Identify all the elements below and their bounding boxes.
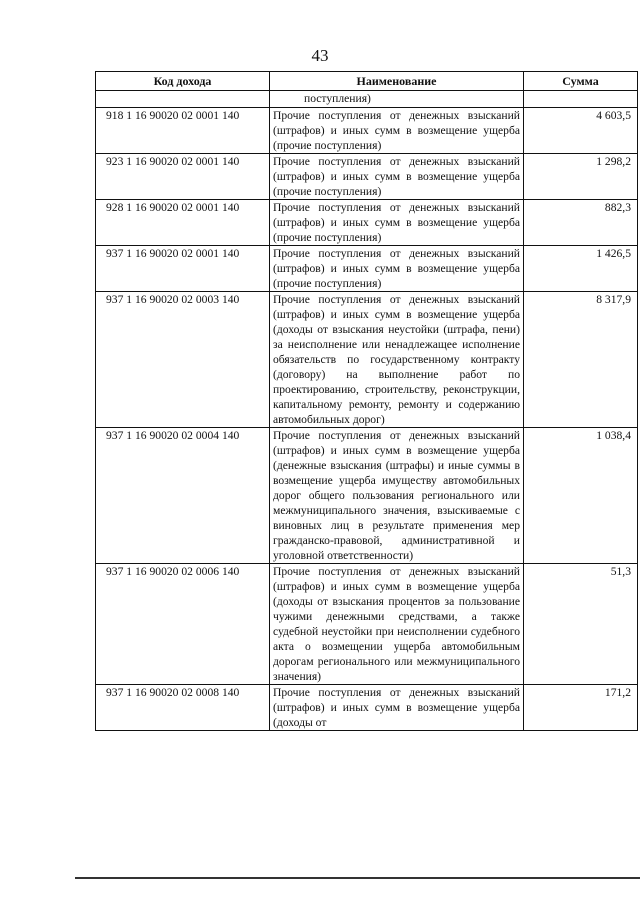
header-code: Код дохода [96,72,270,91]
cell-sum [524,91,638,108]
table-row [96,292,638,428]
table-header-row [96,72,638,91]
cell-code: 937 1 16 90020 02 0003 140 [96,292,270,428]
cell-sum: 4 603,5 [524,108,638,154]
cell-name: поступления) [270,91,524,108]
table-row [96,685,638,731]
cell-name: Прочие поступления от денежных взысканий (штрафов) и иных сумм в возмещение ущерба (доходы от взыскания неустойки (штрафа, пени) за неисполнение или ненадлежащее исполнение обязательств по государственному контракту (договору) на выполнение работ по проектированию, строительству, реконструкции, капитальному ремонту, ремонту и содержанию автомобильных дорог) [270,292,524,428]
cell-code [96,91,270,108]
cell-code: 928 1 16 90020 02 0001 140 [96,200,270,246]
header-sum: Сумма [524,72,638,91]
table-row [96,154,638,200]
cell-code: 937 1 16 90020 02 0006 140 [96,564,270,685]
cell-sum: 882,3 [524,200,638,246]
cell-sum: 51,3 [524,564,638,685]
table-row [96,428,638,564]
cell-name: Прочие поступления от денежных взысканий (штрафов) и иных сумм в возмещение ущерба (доходы от [270,685,524,731]
cell-sum: 1 038,4 [524,428,638,564]
bottom-rule [75,877,640,879]
cell-name: Прочие поступления от денежных взысканий (штрафов) и иных сумм в возмещение ущерба (прочие поступления) [270,108,524,154]
cell-code: 937 1 16 90020 02 0008 140 [96,685,270,731]
cell-sum: 1 426,5 [524,246,638,292]
cell-name: Прочие поступления от денежных взысканий (штрафов) и иных сумм в возмещение ущерба (прочие поступления) [270,200,524,246]
table-row [96,564,638,685]
table-row [96,200,638,246]
revenue-table [95,71,638,731]
table-row [96,246,638,292]
cell-name: Прочие поступления от денежных взысканий (штрафов) и иных сумм в возмещение ущерба (доходы от взыскания процентов за пользование чужими денежными средствами, а также судебной неустойки при неисполнении судебного акта о возмещении ущерба автомобильным дорогам регионального или межмуниципального значения) [270,564,524,685]
cell-code: 918 1 16 90020 02 0001 140 [96,108,270,154]
cell-name: Прочие поступления от денежных взысканий (штрафов) и иных сумм в возмещение ущерба (прочие поступления) [270,154,524,200]
cell-sum: 1 298,2 [524,154,638,200]
cell-code: 937 1 16 90020 02 0004 140 [96,428,270,564]
cell-code: 923 1 16 90020 02 0001 140 [96,154,270,200]
cell-code: 937 1 16 90020 02 0001 140 [96,246,270,292]
cell-sum: 171,2 [524,685,638,731]
cell-name: Прочие поступления от денежных взысканий (штрафов) и иных сумм в возмещение ущерба (прочие поступления) [270,246,524,292]
table-row [96,108,638,154]
table-row-continuation [96,91,638,108]
cell-name: Прочие поступления от денежных взысканий (штрафов) и иных сумм в возмещение ущерба (денежные взыскания (штрафы) и иные суммы в возмещение ущерба имуществу автомобильных дорог общего пользования регионального или межмуниципального значения, взыскиваемые с виновных лиц в результате применения мер гражданско-правовой, административной и уголовной ответственности) [270,428,524,564]
cell-sum: 8 317,9 [524,292,638,428]
page-number: 43 [311,46,329,65]
header-name: Наименование [270,72,524,91]
